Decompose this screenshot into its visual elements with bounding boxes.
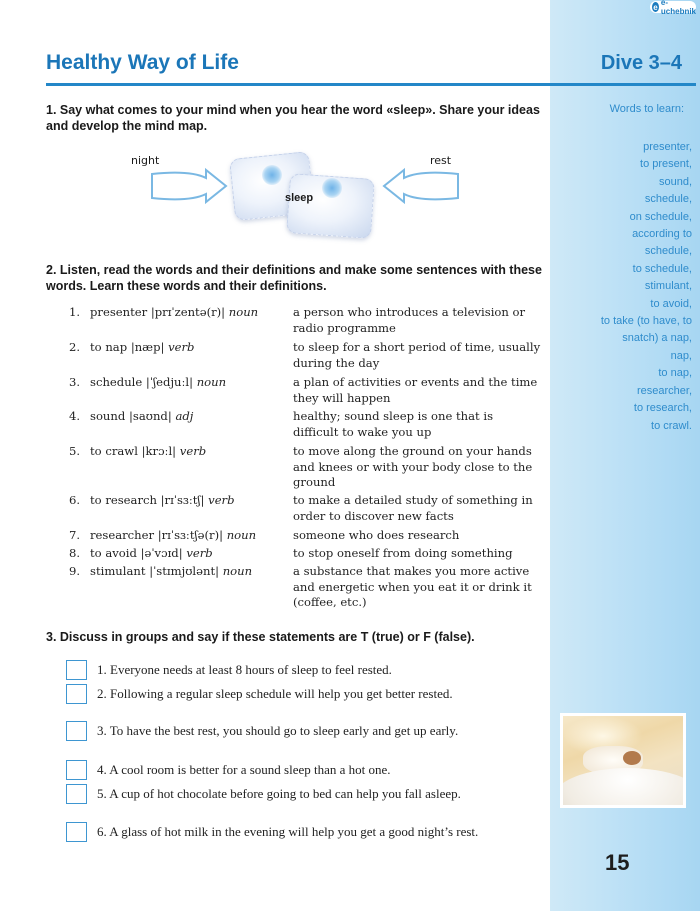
vocab-term: sound |saʊnd| adj: [90, 409, 194, 423]
vocab-definition: a substance that makes you more active and energetic when you eat it or drink it (coffee, etc.): [293, 564, 532, 609]
statement-text: 5. A cup of hot chocolate before going to bed can help you fall asleep.: [97, 786, 461, 801]
vocab-term: researcher |rɪˈsɜːtʃə(r)| noun: [90, 528, 257, 542]
word-item: to avoid,: [650, 297, 692, 310]
statement-item: [66, 760, 546, 780]
site-badge[interactable]: [650, 0, 697, 16]
word-item: to schedule,: [632, 262, 692, 275]
vocab-term: schedule |ˈʃedjuːl| noun: [90, 375, 227, 389]
word-item: snatch) a nap,: [622, 332, 692, 345]
statement-item: [66, 660, 546, 680]
vocab-definition: to sleep for a short period of time, usually during the day: [293, 340, 541, 370]
vocab-definition: a plan of activities or events and the time they will happen: [293, 375, 538, 405]
word-item: stimulant,: [644, 280, 692, 293]
vocab-term: to nap |næp| verb: [90, 340, 195, 354]
word-item: schedule,: [644, 245, 692, 258]
vocab-definition: to move along the ground on your hands and knees or with your body close to the ground: [293, 444, 533, 489]
task-2-instruction: 2. Listen, read the words and their definitions and make some sentences with these words. Learn these words and their definitions.: [46, 263, 542, 293]
vocab-number: 1.: [68, 305, 80, 319]
page-number: 15: [605, 850, 630, 875]
true-false-checkbox[interactable]: [66, 822, 87, 842]
word-item: nap,: [670, 349, 692, 362]
word-item: to present,: [640, 158, 692, 171]
vocab-number: 3.: [68, 375, 80, 389]
title-divider: [46, 83, 696, 86]
word-item: schedule,: [644, 193, 692, 206]
statement-text: 4. A cool room is better for a sound sleep than a hot one.: [97, 762, 391, 777]
page-title: Healthy Way of Life: [46, 51, 239, 74]
word-item: to take (to have, to: [600, 315, 692, 328]
vocab-number: 4.: [68, 409, 80, 423]
vocab-term: to research |rɪˈsɜːtʃ| verb: [90, 493, 235, 507]
vocab-term: stimulant |ˈstɪmjʊlənt| noun: [90, 564, 253, 578]
word-item: presenter,: [643, 141, 692, 153]
flower-icon: [322, 178, 342, 198]
statement-text: 3. To have the best rest, you should go to sleep early and get up early.: [97, 723, 459, 738]
mind-map-label-night: night: [131, 154, 160, 167]
vocab-definition: someone who does research: [293, 528, 460, 542]
words-to-learn-list: [552, 139, 692, 435]
true-false-checkbox[interactable]: [66, 721, 87, 741]
vocab-number: 2.: [68, 340, 80, 354]
word-item: on schedule,: [629, 210, 692, 223]
word-item: sound,: [658, 175, 692, 188]
task-3-instruction: 3. Discuss in groups and say if these statements are T (true) or F (false).: [46, 630, 475, 644]
arrow-right-icon: [150, 166, 230, 206]
word-item: to crawl.: [651, 419, 692, 432]
true-false-checkbox[interactable]: [66, 784, 87, 804]
flower-icon: [262, 165, 282, 185]
vocab-number: 7.: [68, 528, 80, 542]
word-item: to nap,: [658, 367, 692, 380]
true-false-checkbox[interactable]: [66, 684, 87, 704]
statement-item: [66, 784, 546, 804]
statement-text: 6. A glass of hot milk in the evening will help you get a good night’s rest.: [97, 824, 479, 839]
statement-item: [66, 684, 546, 704]
task-1-instruction: 1. Say what comes to your mind when you hear the word «sleep». Share your ideas and develop the mind map.: [46, 103, 540, 133]
site-badge-label: e-uchebnik: [660, 0, 697, 16]
arrow-left-icon: [380, 166, 460, 206]
vocab-definition: a person who introduces a television or radio programme: [293, 305, 526, 335]
true-false-checkbox[interactable]: [66, 760, 87, 780]
word-item: to research,: [633, 402, 692, 415]
vocab-number: 5.: [68, 444, 80, 458]
vocab-term: to avoid |əˈvɔɪd| verb: [90, 546, 213, 560]
vocab-definition: to stop oneself from doing something: [293, 546, 513, 560]
word-item: researcher,: [636, 384, 692, 397]
mind-map-label-rest: rest: [430, 154, 452, 167]
statement-item: [66, 721, 546, 741]
vocab-number: 9.: [68, 564, 80, 578]
statement-text: 2. Following a regular sleep schedule will help you get better rested.: [97, 686, 453, 701]
vocab-number: 6.: [68, 493, 80, 507]
mind-map-center-label: sleep: [285, 192, 314, 204]
dive-label: Dive 3–4: [600, 52, 682, 74]
sleeping-person-photo: [560, 713, 686, 808]
vocab-term: to crawl |krɔːl| verb: [90, 444, 207, 458]
site-logo-icon: e: [653, 2, 658, 12]
vocab-definition: healthy; sound sleep is one that is difficult to wake you up: [293, 409, 494, 439]
statement-text: 1. Everyone needs at least 8 hours of sleep to feel rested.: [97, 662, 392, 677]
vocab-term: presenter |prɪˈzentə(r)| noun: [90, 305, 259, 319]
words-to-learn-title: Words to learn:: [609, 103, 684, 115]
vocab-definition: to make a detailed study of something in order to discover new facts: [293, 493, 533, 523]
true-false-checkbox[interactable]: [66, 660, 87, 680]
statement-item: [66, 822, 546, 842]
vocab-number: 8.: [68, 546, 80, 560]
word-item: according to: [632, 228, 692, 241]
